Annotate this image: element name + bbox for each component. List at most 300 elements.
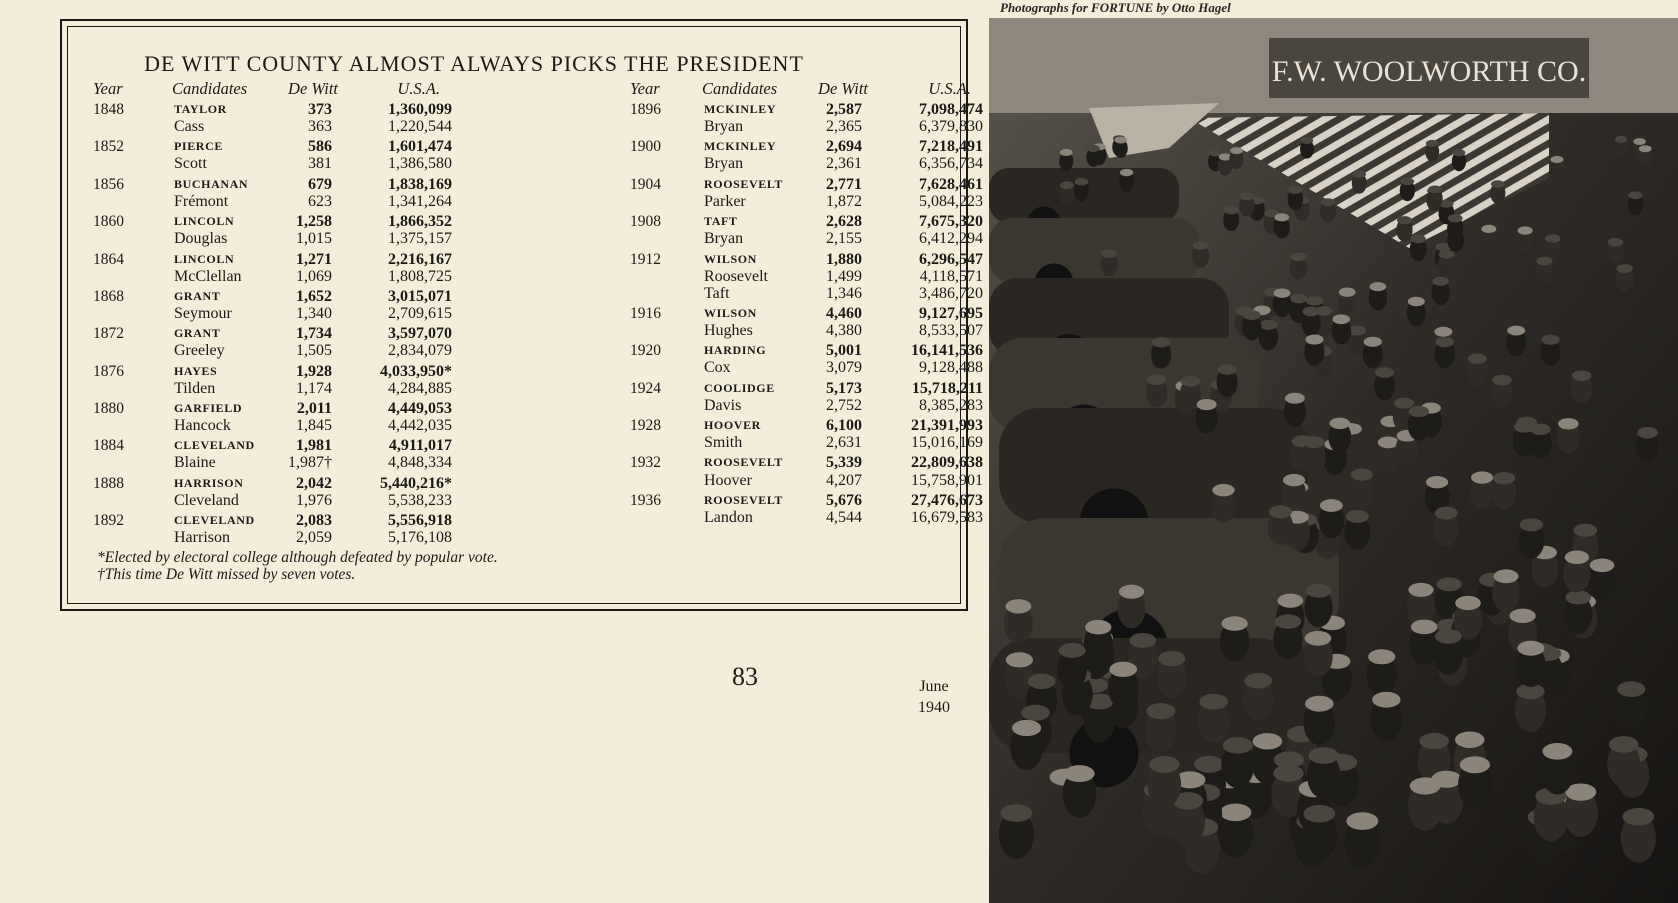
usa-votes: 1,220,544	[388, 118, 452, 136]
table-row	[62, 475, 522, 492]
table-row	[532, 417, 983, 435]
candidate-name: Bryan	[704, 155, 744, 173]
dewitt-votes: 2,083	[296, 512, 332, 530]
dewitt-votes: 1,271	[296, 250, 332, 268]
election-year: 1904	[630, 175, 661, 193]
table-row	[532, 267, 983, 285]
crowd-person	[1100, 249, 1117, 276]
crowd-person	[1408, 406, 1430, 441]
table-row	[532, 434, 983, 452]
crowd-person	[1550, 156, 1564, 178]
usa-votes: 1,386,580	[388, 155, 452, 173]
usa-votes: 6,356,734	[919, 155, 983, 173]
crowd-person	[1616, 681, 1647, 729]
dewitt-votes: 1,976	[296, 491, 332, 509]
table-header-row	[62, 79, 522, 101]
crowd-person	[1541, 743, 1574, 794]
crowd-person	[1607, 736, 1640, 787]
dewitt-votes: 6,100	[826, 417, 862, 435]
candidate-name: Hughes	[704, 322, 753, 340]
crowd-person	[1345, 812, 1380, 867]
usa-votes: 6,379,830	[919, 118, 983, 136]
usa-votes: 16,141,536	[911, 342, 983, 360]
election-year: 1880	[93, 400, 124, 417]
table-row	[532, 192, 983, 210]
election-year: 1928	[630, 417, 661, 435]
header-dewitt: De Witt	[288, 79, 338, 98]
crowd-street-photo	[989, 18, 1678, 903]
crowd-person	[1480, 225, 1497, 251]
usa-votes: 1,341,264	[388, 192, 452, 210]
candidate-name: McClellan	[174, 267, 242, 285]
issue-month: June	[919, 678, 949, 695]
usa-votes: 1,360,099	[388, 101, 452, 118]
dewitt-votes: 2,631	[826, 434, 862, 452]
page-number: 83	[732, 662, 758, 691]
winner-name: TAYLOR	[174, 102, 227, 116]
crowd-person	[1108, 662, 1139, 709]
usa-votes: 1,866,352	[388, 213, 452, 231]
election-year: 1848	[93, 101, 124, 118]
table-row	[62, 193, 522, 210]
usa-votes: 15,718,211	[911, 379, 983, 397]
table-row	[532, 322, 983, 340]
dewitt-votes: 1,258	[296, 213, 332, 231]
dewitt-votes: 1,499	[826, 267, 862, 285]
election-group	[62, 101, 522, 135]
crowd-person	[1059, 149, 1073, 171]
usa-votes: 2,216,167	[388, 250, 452, 268]
usa-votes: 22,809,638	[911, 454, 983, 472]
crowd-person	[1157, 651, 1187, 698]
crowd-person	[999, 804, 1034, 858]
election-group	[532, 342, 983, 377]
crowd-person	[1408, 777, 1442, 830]
election-group	[62, 138, 522, 172]
election-year: 1896	[630, 101, 661, 118]
crowd-person	[1492, 569, 1520, 612]
winner-name: CLEVELAND	[174, 438, 255, 453]
table-row	[62, 400, 522, 417]
crowd-person	[1616, 264, 1634, 292]
winner-name: GRANT	[174, 288, 221, 303]
crowd-person	[1540, 335, 1560, 366]
crowd-person	[1010, 720, 1042, 770]
dewitt-votes: 4,380	[826, 322, 862, 340]
election-year: 1924	[630, 379, 661, 397]
crowd-person	[1563, 783, 1597, 836]
dewitt-votes: 3,079	[826, 359, 862, 377]
crowd-person	[1374, 367, 1395, 400]
table-row	[62, 251, 522, 268]
header-usa: U.S.A.	[928, 79, 971, 98]
winner-name: BUCHANAN	[174, 176, 249, 191]
crowd-person	[1305, 584, 1333, 628]
usa-votes: 16,679,583	[911, 508, 983, 526]
dewitt-votes: 363	[308, 118, 332, 136]
usa-votes: 4,848,334	[388, 454, 452, 472]
crowd-person	[1363, 337, 1383, 368]
crowd-person	[1192, 241, 1209, 268]
table-row	[532, 250, 983, 268]
winner-name: LINCOLN	[174, 214, 235, 229]
usa-votes: 5,176,108	[388, 529, 452, 547]
table-row	[62, 176, 522, 193]
table-row	[62, 305, 522, 322]
header-dewitt: De Witt	[818, 79, 868, 98]
election-year: 1872	[93, 325, 124, 343]
issue-date	[918, 676, 950, 718]
crowd-person	[1467, 354, 1488, 386]
crowd-person	[1534, 788, 1569, 842]
dewitt-votes: 5,173	[826, 379, 862, 397]
crowd-person	[1369, 282, 1387, 311]
dewitt-votes: 1,652	[296, 287, 332, 305]
election-group	[62, 325, 522, 359]
usa-votes: 9,127,695	[919, 304, 983, 322]
usa-votes: 5,084,223	[919, 192, 983, 210]
usa-votes: 15,016,169	[911, 434, 983, 452]
dewitt-votes: 1,505	[296, 342, 332, 360]
winner-name: TAFT	[704, 214, 738, 229]
crowd-person	[1458, 756, 1492, 808]
table-row	[532, 379, 983, 397]
crowd-person	[1147, 756, 1181, 808]
usa-votes: 27,476,673	[911, 491, 983, 509]
election-group	[62, 437, 522, 471]
table-column-right	[532, 79, 983, 529]
election-group	[62, 512, 522, 546]
winner-name: HOOVER	[704, 418, 761, 433]
candidate-name: Taft	[704, 284, 730, 302]
table-row	[62, 417, 522, 434]
crowd-person	[1239, 192, 1255, 216]
candidate-name: Cox	[704, 359, 731, 377]
winner-name: HARRISON	[174, 475, 244, 490]
table-row	[532, 359, 983, 377]
table-row	[532, 101, 983, 118]
crowd-person	[1274, 213, 1290, 238]
usa-votes: 4,911,017	[388, 437, 452, 455]
header-candidates: Candidates	[702, 79, 778, 98]
dewitt-votes: 1,346	[826, 284, 862, 302]
crowd-person	[1119, 169, 1134, 192]
election-group	[62, 176, 522, 210]
crowd-person	[1516, 641, 1546, 687]
crowd-person	[1607, 238, 1624, 264]
crowd-person	[1338, 288, 1357, 317]
dewitt-votes: 623	[308, 192, 332, 210]
winner-name: HAYES	[174, 363, 218, 378]
dewitt-votes: 5,339	[826, 454, 862, 472]
election-group	[532, 101, 983, 136]
table-row	[62, 454, 522, 471]
candidate-name: Smith	[704, 434, 743, 452]
election-year: 1932	[630, 454, 661, 472]
crowd-person	[1307, 747, 1340, 799]
table-row	[532, 304, 983, 322]
crowd-person	[1515, 684, 1546, 733]
crowd-person	[1536, 257, 1554, 284]
winner-name: COOLIDGE	[704, 380, 775, 395]
usa-votes: 5,440,216*	[380, 474, 452, 492]
crowd-person	[1242, 310, 1261, 340]
dewitt-votes: 2,771	[826, 175, 862, 193]
usa-votes: 1,838,169	[388, 175, 452, 193]
election-year: 1892	[93, 512, 124, 530]
crowd-person	[1288, 186, 1303, 210]
crowd-person	[1438, 250, 1455, 277]
crowd-person	[1350, 468, 1374, 506]
winner-name: MCKINLEY	[704, 102, 777, 116]
crowd-person	[1302, 805, 1337, 860]
crowd-person	[1517, 226, 1534, 252]
crowd-person	[1196, 399, 1218, 433]
table-row	[532, 342, 983, 360]
crowd-person	[1220, 616, 1249, 661]
table-header-row	[532, 79, 971, 101]
election-group	[62, 251, 522, 285]
crowd-person	[1407, 297, 1426, 326]
winner-name: ROOSEVELT	[704, 176, 783, 191]
crowd-person	[1628, 191, 1644, 215]
table-row	[532, 155, 983, 173]
dewitt-votes: 1,069	[296, 267, 332, 285]
dewitt-votes: 1,928	[296, 362, 332, 380]
crowd-person	[1062, 765, 1096, 818]
election-year: 1920	[630, 342, 661, 360]
candidate-name: Seymour	[174, 304, 232, 322]
dewitt-votes: 679	[308, 175, 332, 193]
crowd-person	[1057, 643, 1087, 690]
table-row	[62, 380, 522, 397]
election-group	[532, 379, 983, 414]
dewitt-votes: 5,001	[826, 342, 862, 360]
crowd-person	[1268, 505, 1294, 545]
crowd-person	[1059, 181, 1074, 205]
candidate-name: Frémont	[174, 192, 229, 210]
crowd-person	[1506, 326, 1526, 357]
crowd-person	[1638, 145, 1652, 167]
dewitt-votes: 2,628	[826, 213, 862, 231]
candidate-name: Cass	[174, 118, 205, 136]
winner-name: WILSON	[704, 251, 757, 266]
usa-votes: 15,758,901	[911, 471, 983, 489]
candidate-name: Greeley	[174, 342, 225, 360]
crowd-person	[1273, 288, 1292, 317]
crowd-person	[1571, 370, 1592, 403]
crowd-person	[1557, 418, 1580, 453]
candidate-name: Harrison	[174, 529, 230, 547]
crowd-person	[1151, 337, 1171, 368]
dewitt-votes: 1,015	[296, 230, 332, 248]
candidate-name: Hoover	[704, 471, 752, 489]
election-year: 1916	[630, 304, 661, 322]
header-candidates: Candidates	[172, 79, 248, 98]
election-group	[532, 454, 983, 489]
winner-name: WILSON	[704, 305, 757, 320]
election-group	[532, 213, 983, 248]
table-row	[532, 230, 983, 248]
winner-name: MCKINLEY	[704, 139, 777, 154]
election-group	[532, 175, 983, 210]
dewitt-votes: 4,207	[826, 471, 862, 489]
crowd-person	[1396, 216, 1412, 241]
election-year: 1852	[93, 138, 124, 156]
crowd-person	[1452, 149, 1466, 171]
usa-votes: 5,556,918	[388, 512, 452, 530]
crowd-person	[1218, 804, 1253, 858]
election-group	[62, 363, 522, 397]
footnote-electoral: *Elected by electoral college although defeated by popular vote.	[97, 549, 498, 566]
crowd-person	[1223, 206, 1239, 231]
crowd-person	[1352, 171, 1367, 194]
usa-votes: 4,033,950*	[380, 362, 452, 380]
usa-votes: 2,834,079	[388, 342, 452, 360]
election-group	[62, 213, 522, 247]
dewitt-votes: 1,174	[296, 379, 332, 397]
dewitt-votes: 1,340	[296, 304, 332, 322]
table-row	[532, 284, 983, 302]
usa-votes: 6,296,547	[919, 250, 983, 268]
dewitt-votes: 2,365	[826, 118, 862, 136]
crowd-person	[1588, 558, 1615, 600]
dewitt-votes: 5,676	[826, 491, 862, 509]
table-row	[532, 471, 983, 489]
election-year: 1888	[93, 474, 124, 492]
crowd-person	[1229, 147, 1243, 169]
dewitt-votes: 4,460	[826, 304, 862, 322]
election-year: 1868	[93, 287, 124, 305]
crowd-person	[1319, 499, 1344, 538]
crowd-person	[1344, 510, 1370, 550]
crowd-person	[1290, 252, 1308, 279]
crowd-person	[1490, 180, 1505, 204]
candidate-name: Davis	[704, 396, 742, 414]
crowd-person	[1434, 629, 1464, 675]
crowd-person	[1211, 484, 1236, 523]
header-year: Year	[93, 79, 123, 98]
winner-name: HARDING	[704, 343, 767, 358]
crowd-person	[1217, 364, 1238, 397]
election-year: 1864	[93, 250, 124, 268]
usa-votes: 4,118,571	[919, 267, 983, 285]
winner-name: ROOSEVELT	[704, 455, 783, 470]
crowd-person	[1410, 235, 1427, 261]
crowd-person	[1563, 551, 1590, 593]
dewitt-votes: 1,987†	[288, 454, 332, 472]
crowd-person	[1614, 136, 1628, 157]
table-row	[62, 268, 522, 285]
table-row	[62, 155, 522, 172]
election-group	[532, 250, 983, 302]
candidate-name: Parker	[704, 192, 746, 210]
crowd-person	[1492, 472, 1517, 510]
table-row	[62, 437, 522, 454]
election-group	[532, 304, 983, 340]
table-row	[532, 508, 983, 526]
crowd-person	[1114, 137, 1128, 158]
crowd-person	[1258, 320, 1278, 351]
election-year: 1936	[630, 491, 661, 509]
table-row	[532, 491, 983, 509]
crowd-person	[1304, 696, 1336, 745]
usa-votes: 7,218,491	[919, 138, 983, 156]
candidate-name: Tilden	[174, 379, 216, 397]
crowd-person	[1564, 590, 1592, 634]
winner-name: PIERCE	[174, 139, 223, 154]
dewitt-votes: 1,872	[826, 192, 862, 210]
dewitt-votes: 1,981	[296, 437, 332, 455]
election-year: 1860	[93, 213, 124, 231]
photo-credit: Photographs for FORTUNE by Otto Hagel	[1000, 0, 1231, 15]
usa-votes: 1,808,725	[388, 267, 452, 285]
crowd-person	[1529, 424, 1552, 460]
table-row	[62, 288, 522, 305]
usa-votes: 3,597,070	[388, 325, 452, 343]
crowd-person	[1470, 471, 1495, 509]
crowd-person	[1284, 393, 1306, 427]
election-group	[62, 288, 522, 322]
crowd-person	[1621, 808, 1656, 863]
usa-votes: 8,533,507	[919, 322, 983, 340]
crowd-person	[1300, 137, 1314, 159]
usa-votes: 2,709,615	[388, 304, 452, 322]
crowd-person	[1198, 694, 1230, 743]
table-row	[532, 396, 983, 414]
election-group	[532, 417, 983, 452]
table-row	[532, 118, 983, 136]
crowd-person	[1328, 418, 1351, 453]
usa-votes: 21,391,993	[911, 417, 983, 435]
usa-votes: 7,675,320	[919, 213, 983, 231]
table-row	[62, 342, 522, 359]
election-year: 1900	[630, 138, 661, 156]
election-year: 1856	[93, 175, 124, 193]
candidate-name: Hancock	[174, 417, 231, 435]
crowd-person	[1004, 599, 1033, 643]
crowd-person	[1425, 140, 1439, 162]
election-table-box	[60, 19, 983, 611]
usa-votes: 7,628,461	[919, 175, 983, 193]
crowd-person	[1302, 436, 1325, 472]
crowd-person	[1435, 337, 1455, 368]
candidate-name: Cleveland	[174, 491, 239, 509]
crowd-person	[1117, 585, 1145, 629]
crowd-person	[1491, 375, 1512, 408]
dewitt-votes: 2,752	[826, 396, 862, 414]
table-row	[62, 512, 522, 529]
table-row	[62, 118, 522, 135]
table-row	[532, 454, 983, 472]
dewitt-votes: 1,880	[826, 250, 862, 268]
crowd-person	[1371, 692, 1403, 741]
dewitt-votes: 2,011	[296, 400, 332, 417]
header-year: Year	[630, 79, 660, 98]
crowd-person	[1086, 145, 1100, 167]
winner-name: CLEVELAND	[174, 513, 255, 528]
usa-votes: 3,486,720	[919, 284, 983, 302]
crowd-person	[1400, 178, 1415, 202]
dewitt-votes: 373	[308, 101, 332, 118]
crowd-person	[1243, 673, 1274, 721]
crowd-person	[1303, 631, 1333, 677]
header-usa: U.S.A.	[397, 79, 440, 98]
dewitt-votes: 4,544	[826, 508, 862, 526]
table-row	[532, 138, 983, 156]
footnotes	[97, 549, 498, 583]
candidate-name: Scott	[174, 155, 207, 173]
